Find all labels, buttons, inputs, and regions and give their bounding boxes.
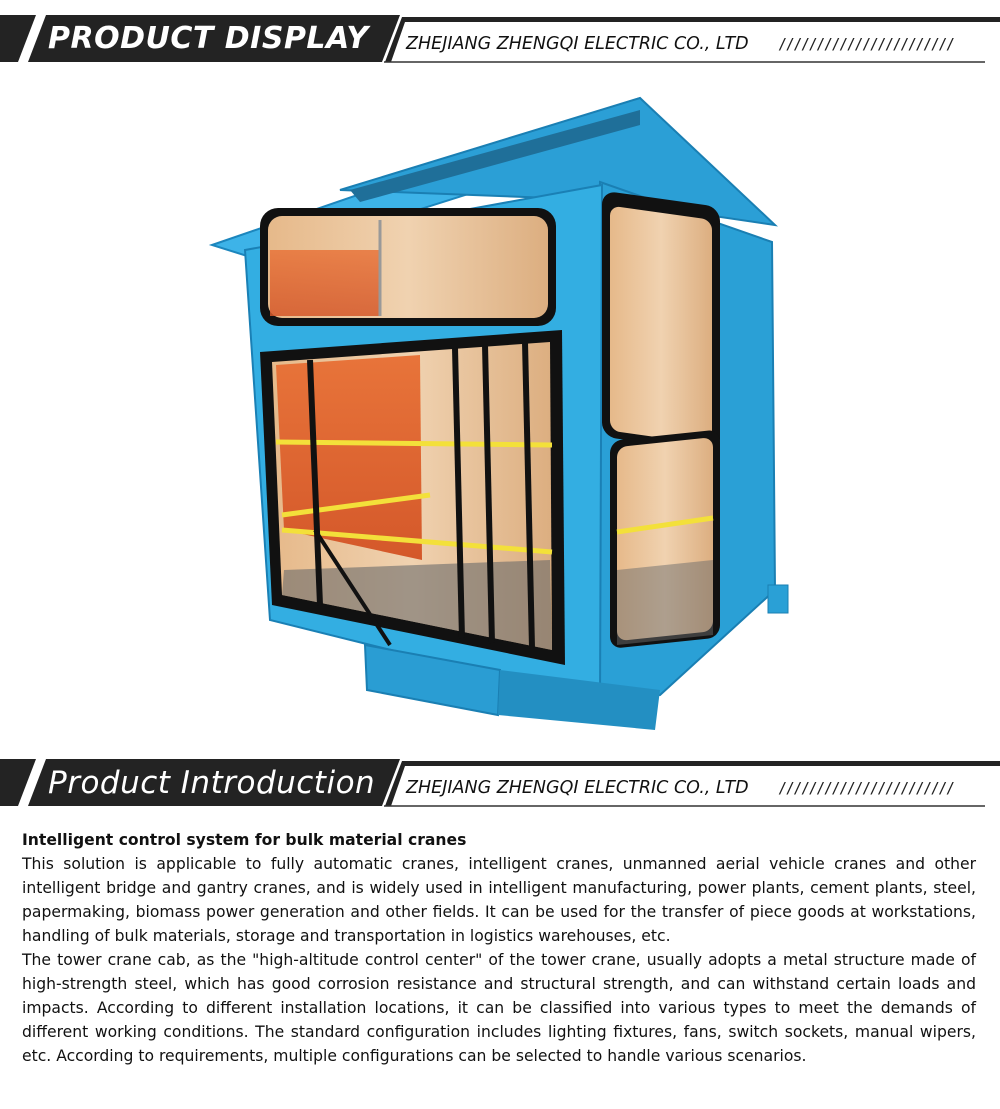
product-introduction-text [22, 828, 976, 1068]
banner-title: PRODUCT DISPLAY [48, 21, 369, 56]
intro-heading: Intelligent control system for bulk material cranes [22, 831, 467, 849]
decorative-slashes: /////////////////////// [778, 779, 954, 797]
company-name: ZHEJIANG ZHENGQI ELECTRIC CO., LTD [406, 34, 749, 54]
crane-cab-image [200, 90, 800, 740]
decorative-slashes: /////////////////////// [778, 35, 954, 53]
product-introduction-banner [0, 759, 1000, 809]
product-display-banner [0, 15, 1000, 65]
company-name: ZHEJIANG ZHENGQI ELECTRIC CO., LTD [406, 778, 749, 798]
intro-paragraph-1: This solution is applicable to fully automatic cranes, intelligent cranes, unmanned aerial vehicle cranes and other intelligent bridge and gantry cranes, and is widely used in intelligent manufacturing, power plants, cement plants, steel, papermaking, biomass power generation and other fields. It can be used for the transfer of piece goods at workstations, handling of bulk materials, storage and transportation in logistics warehouses, etc. [22, 855, 976, 945]
banner-title: Product Introduction [48, 765, 376, 801]
intro-paragraph-2: The tower crane cab, as the "high-altitude control center" of the tower crane, usually adopts a metal structure made of high-strength steel, which has good corrosion resistance and structural strength, and can withstand certain loads and impacts. According to different installation locations, it can be classified into various types to meet the demands of different working conditions. The standard configuration includes lighting fixtures, fans, switch sockets, manual wipers, etc. According to requirements, multiple configurations can be selected to handle various scenarios. [22, 951, 976, 1065]
